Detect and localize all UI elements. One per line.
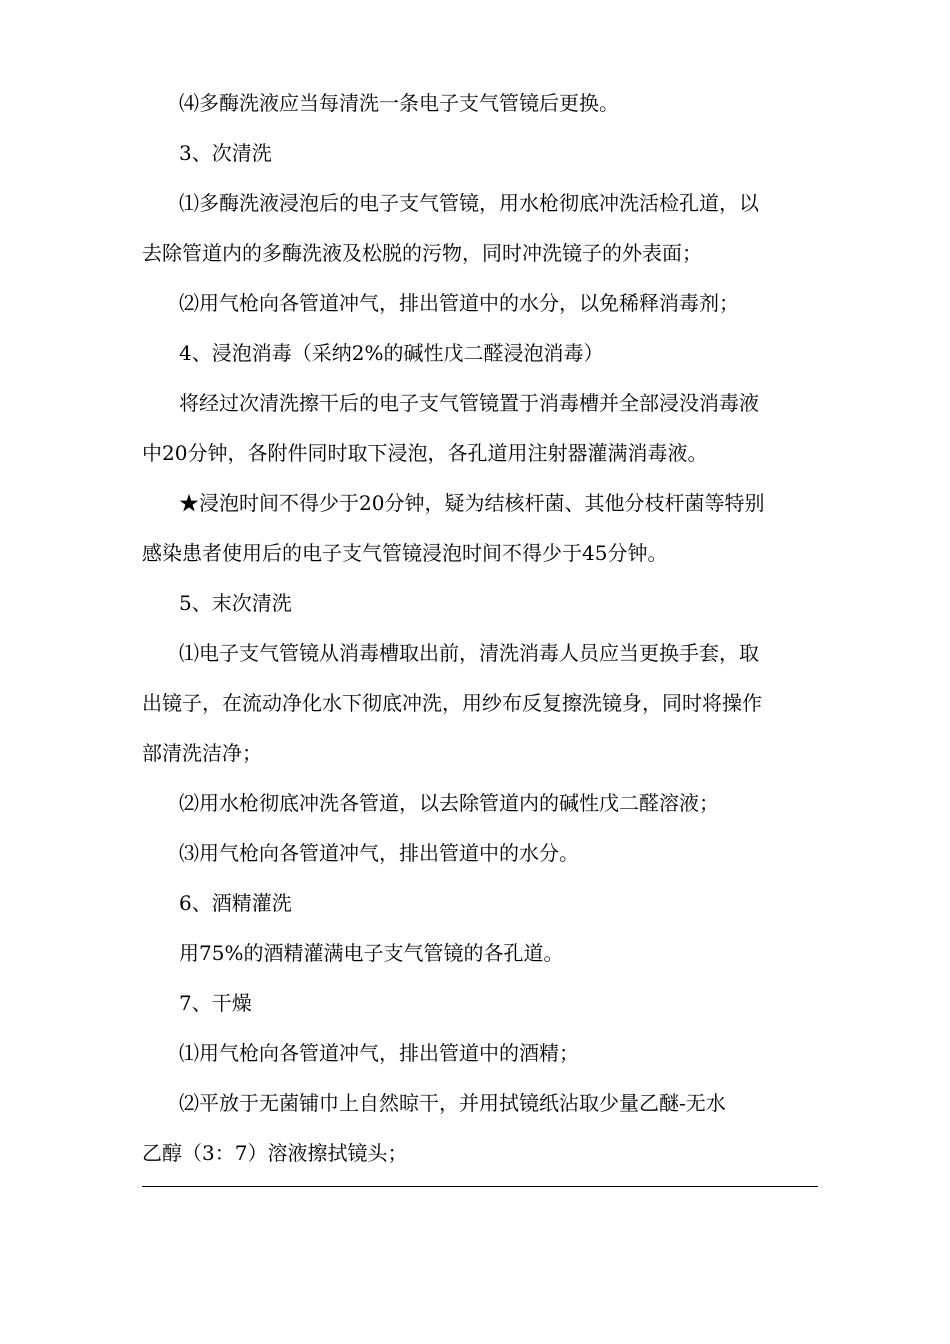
paragraph-line: ⑶用气枪向各管道冲气，排出管道中的水分。	[179, 841, 579, 865]
section-heading: 6、酒精灌洗	[179, 891, 292, 915]
section-heading: 3、次清洗	[179, 141, 272, 165]
paragraph-line: 将经过次清洗擦干后的电子支气管镜置于消毒槽并全部浸没消毒液	[179, 391, 759, 415]
paragraph-line: ⑴多酶洗液浸泡后的电子支气管镜，用水枪彻底冲洗活检孔道，以	[179, 191, 759, 215]
paragraph-line: 用75%的酒精灌满电子支气管镜的各孔道。	[179, 941, 564, 965]
section-heading: 4、浸泡消毒（采纳2%的碱性戊二醛浸泡消毒）	[179, 341, 604, 365]
note-line: 感染患者使用后的电子支气管镜浸泡时间不得少于45分钟。	[142, 541, 668, 565]
paragraph-line: 去除管道内的多酶洗液及松脱的污物，同时冲洗镜子的外表面；	[142, 241, 702, 265]
paragraph-line: ⑵平放于无菌铺巾上自然晾干，并用拭镜纸沾取少量乙醚-无水	[179, 1091, 726, 1115]
section-heading: 5、末次清洗	[179, 591, 292, 615]
footer-divider	[142, 1186, 818, 1187]
document-body	[142, 78, 818, 1178]
section-heading: 7、干燥	[179, 991, 252, 1015]
paragraph-line: 部清洗洁净；	[142, 741, 262, 765]
paragraph-line: ⑵用气枪向各管道冲气，排出管道中的水分，以免稀释消毒剂；	[179, 291, 739, 315]
paragraph-line: ⑴用气枪向各管道冲气，排出管道中的酒精；	[179, 1041, 579, 1065]
paragraph-line: ⑷多酶洗液应当每清洗一条电子支气管镜后更换。	[179, 91, 619, 115]
paragraph-line: ⑵用水枪彻底冲洗各管道，以去除管道内的碱性戊二醛溶液；	[179, 791, 719, 815]
paragraph-line: 中20分钟，各附件同时取下浸泡，各孔道用注射器灌满消毒液。	[142, 441, 708, 465]
paragraph-line: 出镜子，在流动净化水下彻底冲洗，用纱布反复擦洗镜身，同时将操作	[142, 691, 762, 715]
note-line: ★浸泡时间不得少于20分钟，疑为结核杆菌、其他分枝杆菌等特别	[179, 491, 765, 515]
paragraph-line: ⑴电子支气管镜从消毒槽取出前，清洗消毒人员应当更换手套，取	[179, 641, 759, 665]
paragraph-line: 乙醇（3：7）溶液擦拭镜头；	[142, 1141, 408, 1165]
